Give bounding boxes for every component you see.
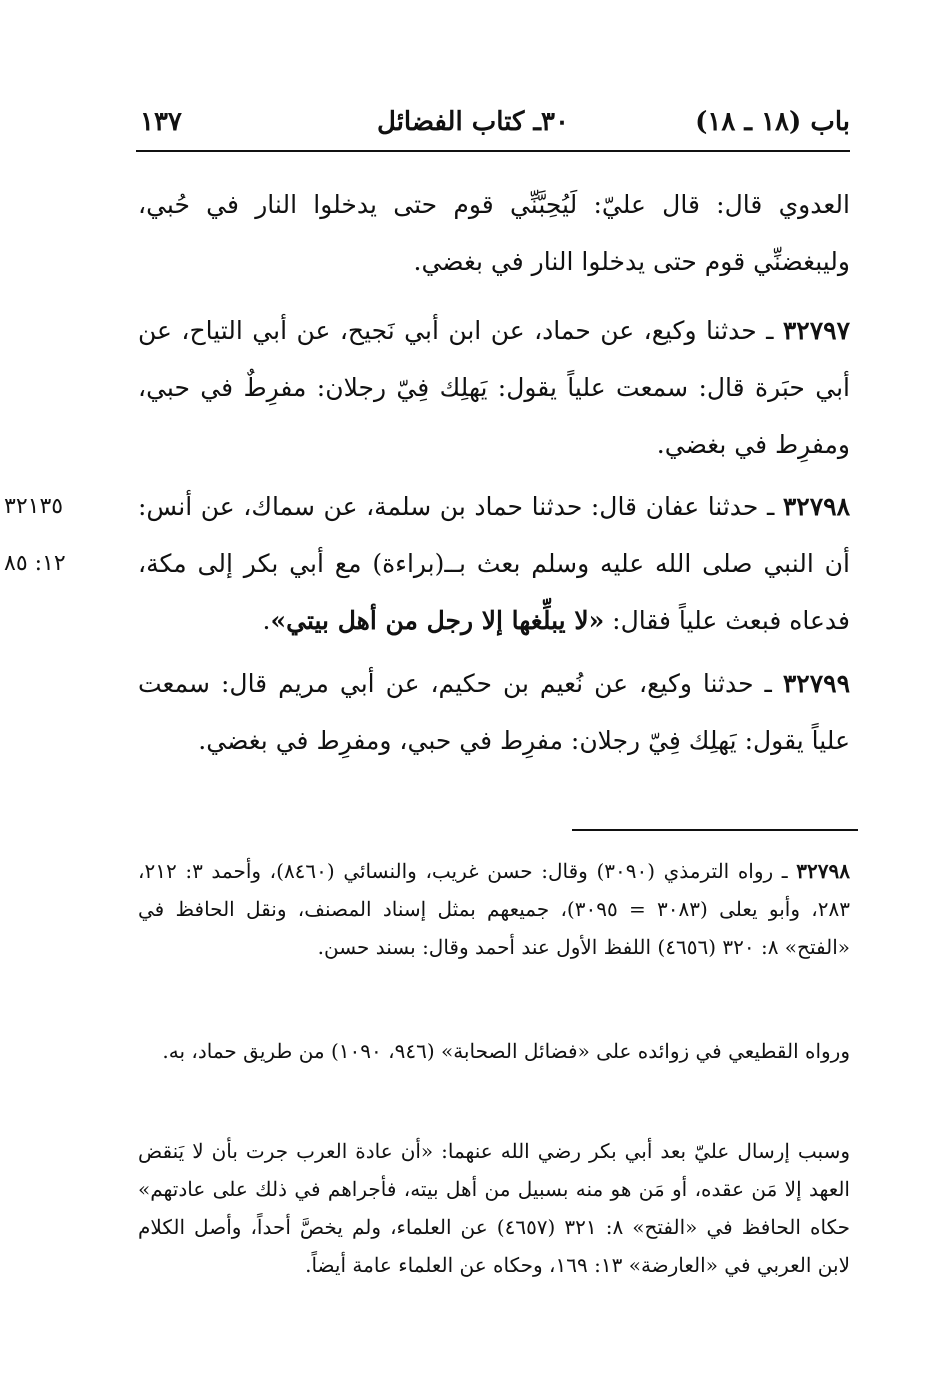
margin-note-volume-ref: ١٢: ٨٥ — [4, 551, 66, 576]
hadith-text: ـ حدثنا وكيع، عن حماد، عن ابن أبي نَجيح، عن أبي التياح، عن أبي حبَرة قال: سمعت علياً يقول: يَهلِك فِيّ رجلان: مفرِطٌ في حبي، ومفرِط في بغضي. — [138, 316, 850, 459]
hadith-tail: . — [262, 606, 271, 635]
hadith-32799 — [138, 655, 850, 769]
paragraph-text: العدوي قال: قال عليّ: لَيُحِبَّنِّي قوم حتى يدخلوا النار في حُبي، وليبغضنِّي قوم حتى يدخلوا النار في بغضي. — [138, 190, 850, 276]
footnote-number: ٣٢٧٩٨ — [796, 859, 850, 883]
header-rule — [136, 150, 850, 152]
footnote-reason — [138, 1132, 850, 1284]
book-title: ٣٠ـ كتاب الفضائل — [377, 107, 569, 137]
footnote-text: وسبب إرسال عليّ بعد أبي بكر رضي الله عنهما: «أن عادة العرب جرت بأن لا يَنقض العهد إلا مَن عقده، أو مَن هو منه بسبيل من أهل بيته، فأجراهم في ذلك على عادتهم» حكاه الحافظ في «الفتح» ٨: ٣٢١ (٤٦٥٧) عن العلماء، ولم يخصَّ أحداً، وأصل الكلام لابن العربي في «العارضة» ١٣: ١٦٩، وحكاه عن العلماء عامة أيضاً. — [138, 1139, 850, 1277]
footnote-qatii — [138, 1032, 850, 1070]
hadith-text: ـ حدثنا وكيع، عن نُعيم بن حكيم، عن أبي مريم قال: سمعت علياً يقول: يَهلِك فِيّ رجلان: مفرِط في حبي، ومفرِط في بغضي. — [138, 669, 850, 755]
footnote-32798 — [138, 852, 850, 966]
footnote-separator — [572, 829, 858, 831]
hadith-number: ٣٢٧٩٧ — [782, 316, 850, 345]
margin-note-cross-ref: ٣٢١٣٥ — [4, 494, 64, 519]
hadith-number: ٣٢٧٩٩ — [782, 669, 850, 698]
hadith-text: ـ حدثنا عفان قال: حدثنا حماد بن سلمة، عن سماك، عن أنس: أن النبي صلى الله عليه وسلم بعث بــ(براءة) مع أبي بكر إلى مكة، فدعاه فبعث علياً فقال: — [138, 492, 850, 635]
chapter-heading: باب (١٨ ـ ١٨) — [695, 107, 850, 137]
hadith-32797 — [138, 302, 850, 473]
hadith-number: ٣٢٧٩٨ — [782, 492, 850, 521]
footnote-text: ـ رواه الترمذي (٣٠٩٠) وقال: حسن غريب، والنسائي (٨٤٦٠)، وأحمد ٣: ٢١٢، ٢٨٣، وأبو يعلى (٣٠٨٣ = ٣٠٩٥)، جميعهم بمثل إسناد المصنف، ونقل الحافظ في «الفتح» ٨: ٣٢٠ (٤٦٥٦) اللفظ الأول عند أحمد وقال: بسند حسن. — [138, 859, 850, 959]
hadith-32798 — [138, 478, 850, 649]
paragraph-continuation — [138, 176, 850, 290]
page-number: ١٣٧ — [140, 107, 182, 137]
hadith-quote: «لا يبلِّغها إلا رجل من أهل بيتي» — [270, 606, 605, 635]
footnote-text: ورواه القطيعي في زوائده على «فضائل الصحابة» (٩٤٦، ١٠٩٠) من طريق حماد، به. — [162, 1039, 850, 1063]
